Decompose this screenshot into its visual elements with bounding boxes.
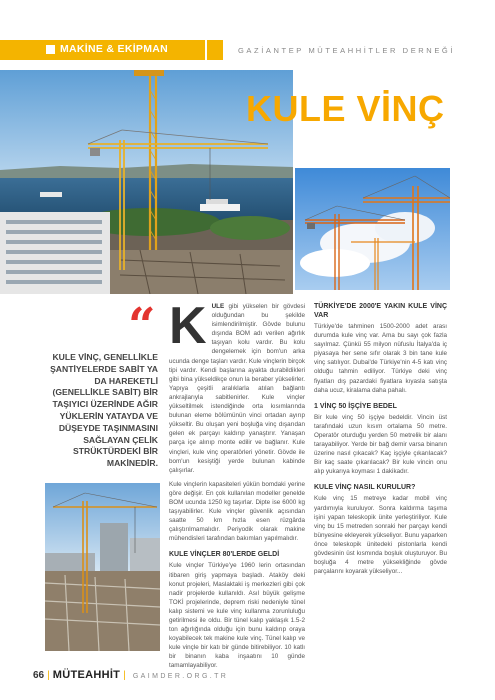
bottom-photo xyxy=(45,483,160,651)
magazine-name: MÜTEAHHİT xyxy=(52,669,121,681)
pull-quote: KULE VİNÇ, GENELLİKLE ŞANTİYELERDE SABİT YA DA HAREKETLİ (GENELLİKLE SABİT) BİR TAŞIYICI ÜZERİNDE AĞIR YÜKLERİN YATAYDA VE DÜŞEYDE TAŞINMASINI SAĞLAYAN ÇELİK STRÜKTÜRDEKİ BİR MAKİNEDİR. xyxy=(50,352,158,469)
heading-2000: TÜRKİYE'DE 2000'E YAKIN KULE VİNÇ VAR xyxy=(314,303,447,319)
paragraph-2000: Türkiye'de tahminen 1500-2000 adet arası durumda kule vinç var. Ama bu sayı çok fazla sayılmaz. Çünkü 55 milyon nüfuslu İtalya'da iç piyasaya her sene sıfır olarak 3 bin tane kule vinç satılıyor. Dubai'de Türkiye'nin 4-5 katı vinç olduğu tahmin ediliyor. Türkiye deki vinç fiyatları dış pazardaki fiyatlara kıyasla satışta daha ucuz, kiralama daha pahalı. xyxy=(314,323,447,394)
footer-separator: | xyxy=(47,670,50,681)
drop-cap: K xyxy=(169,297,207,355)
article-title: KULE VİNÇ xyxy=(246,88,445,129)
intro-paragraph xyxy=(169,297,305,475)
heading-80s: KULE VİNÇLER 80'LERDE GELDİ xyxy=(169,551,280,559)
capacity-paragraph: Kule vinçlerin kapasiteleri yükün bomdaki yerine göre değişir. En çok kullanılan modeller genelde BOM ucunda 1250 kg taşırlar. Dipte ise 6000 kg taşıyabilirler. Kule vinçler güvenlik açısından saatte 50 km hızla esen rüzgârda çalıştırılmamalıdır. Periyodik olarak makine mühendisleri tarafından bakımları yapılmalıdır. xyxy=(169,480,305,543)
side-photo xyxy=(295,168,450,290)
section-header-bar xyxy=(0,40,205,60)
intro-text: gibi yükselen bir gövdesi olduğundan bu şekilde isimlendirilmiştir. Gövde bulunu dışında BOM adı verilen ağırlık taşıyan kolu vardır. Bu kolu dengelemek için bom'un arka ucunda denge taşları vardır. Kule vinçlerin birçok tipi vardır. Kendi başlarına ayakta durabildikleri gibi bina yükseldikçe onun la beraber yükselirler. Yapıya çeşitli aralıklarla atılan bağlantı ankrajlarıyla sabitlenirler. Kule vinçler yükseltilmek istendiğinde orta kısımlarında bulunan eleme bölümünün vinci ortadan ayırıp yükseltir. Bu oluşan yeni boşluğa vinç dışarıdan gelen ek parçayı kaldırıp yanaştırır. Yanaşan parça içe alınıp monte edilir ve bağlanır. Kule vinçleri, kule vinç operatörleri yönetir. Gövde ile bom'un kesiştiği yerde bulunan kabinde çalışırlar. xyxy=(169,303,305,474)
article-column-1 xyxy=(169,297,305,676)
section-square-icon xyxy=(46,45,55,54)
construction-site-photo xyxy=(45,483,160,651)
website-url: GAIMDER.ORG.TR xyxy=(132,673,229,680)
article-column-2 xyxy=(314,302,447,581)
footer-separator-2: | xyxy=(123,670,126,681)
quote-mark-icon: “ xyxy=(128,298,156,354)
cranes-sky-photo xyxy=(295,168,450,290)
paragraph-installation: Kule vinç 15 metreye kadar mobil vinç yardımıyla kuruluyor. Sonra kaldırma taşıma işini yapan teleskopik ünite yerleştiriliyor. Kule vinç bu 15 metreden sonraki her parçayı kendi bünyesine ekleyerek yükseliyor. Bunu yaparken önce teleskopik ünitedeki pistonlarla kendi gövdesinin üst kısmında boşluk oluşturuyor. Bu boşluğa 4 metre yüksekliğinde gövde parçalarını koyarak yükseliyor... xyxy=(314,495,447,576)
header-accent-block xyxy=(207,40,223,60)
organization-name: GAZİANTEP MÜTEAHHİTLER DERNEĞİ xyxy=(238,46,456,55)
page-footer xyxy=(33,665,228,681)
paragraph-50-workers: Bir kule vinç 50 işçiye bedeldir. Vincin üst tarafındaki uzun kısım ortalama 50 metre. Operatör oturduğu yerden 50 metrelik bir alanı tarayabiliyor. Yerde bir bağ demir varsa binanın üzerine nasıl çıkacak? Kaç işçiyle çıkarılacak? Bir kaç saate çıkarılacak? Bir kule vincin onu alıp yukarıya koyması 1 dakikadır. xyxy=(314,413,447,476)
heading-50-workers: 1 VİNÇ 50 İŞÇİYE BEDEL xyxy=(314,402,397,410)
page-number: 66 xyxy=(33,670,45,681)
section-label: MAKİNE & EKİPMAN xyxy=(60,43,169,55)
lead-word: ULE xyxy=(211,303,225,310)
heading-installation: KULE VİNÇ NASIL KURULUR? xyxy=(314,484,416,492)
paragraph-80s: Kule vinçler Türkiye'ye 1960 lerin ortasından itibaren giriş yapmaya başladı. Ataköy deki konut projeleri, Maslaktaki iş merkezleri gibi çok nadir projelerde kullanıldı. Asıl büyük gelişme TOKİ projelerinde, deprem riski nedeniyle tünel kalıp sistemi ve kule vinç kullanma zorunluluğu getirilmesi ile oldu. Bir tünel kalıp yaklaşık 1.5-2 ton ağırlığında olduğu için bunu kaldırıp oraya koyabilecek tek makine kule vinç. Tünel kalıp ve kule vinçle bir katı bir günde bitirebiliyor. 10 katlı bir binanın kaba inşaatını 10 günde tamamlayabiliyor. xyxy=(169,562,305,670)
